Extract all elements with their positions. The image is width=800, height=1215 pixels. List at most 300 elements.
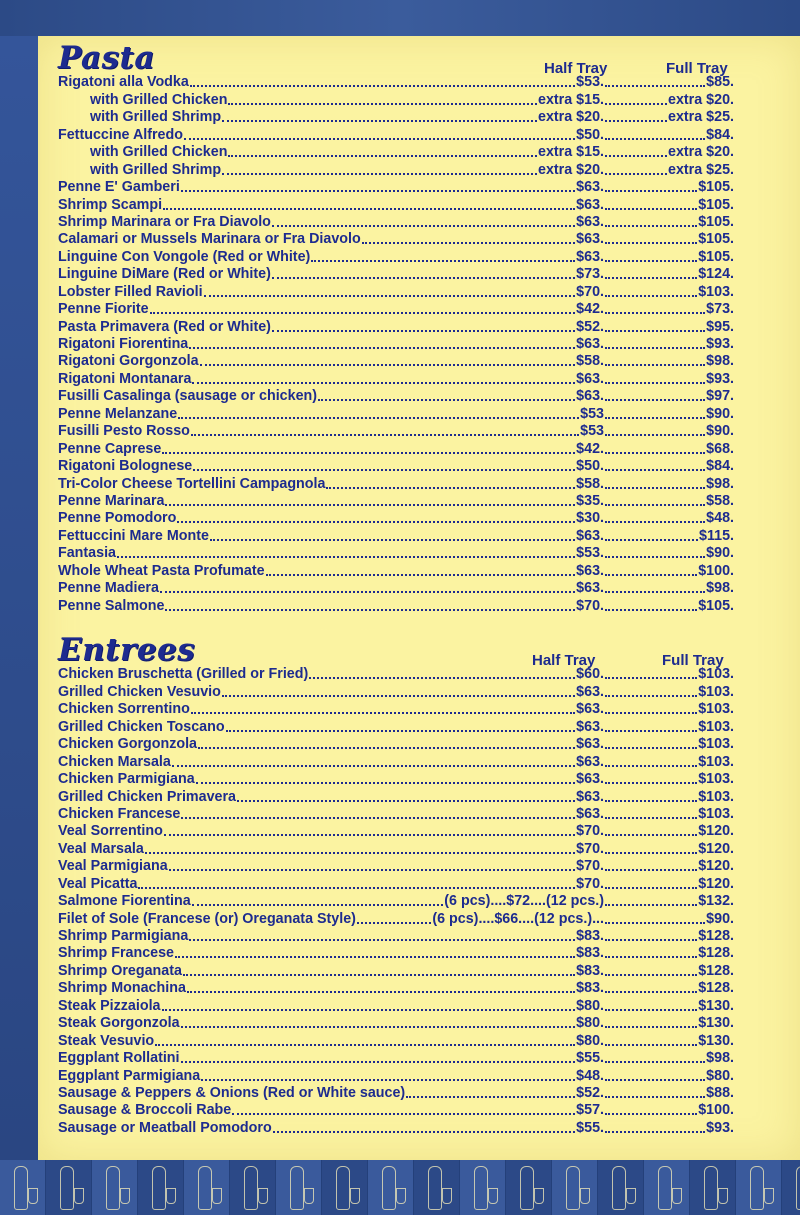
full-tray-price: extra $20. xyxy=(668,144,734,161)
dot-leader xyxy=(605,848,697,854)
half-tray-price: $63. xyxy=(576,683,604,700)
half-tray-price: $50. xyxy=(576,126,604,143)
full-tray-price: extra $20. xyxy=(668,91,734,108)
dot-leader xyxy=(605,256,697,262)
half-tray-price: $63. xyxy=(576,388,604,405)
dot-leader xyxy=(272,221,575,227)
dot-leader xyxy=(605,99,667,105)
full-tray-price: extra $25. xyxy=(668,109,734,126)
wine-glass-icon xyxy=(212,1188,222,1204)
menu-item-name: Penne Pomodoro xyxy=(58,510,177,527)
menu-item-row xyxy=(58,126,734,143)
half-tray-price: $58. xyxy=(576,353,604,370)
full-tray-price: $98. xyxy=(706,475,734,492)
dot-leader xyxy=(318,395,575,401)
dot-leader xyxy=(605,761,697,767)
wine-bottle-icon xyxy=(336,1166,350,1210)
decorative-tile xyxy=(782,1160,800,1215)
dot-leader xyxy=(181,186,575,192)
menu-item-name: with Grilled Shrimp xyxy=(90,161,222,178)
full-tray-price: $120. xyxy=(698,840,734,857)
full-tray-price: $90. xyxy=(706,423,734,440)
half-tray-price: $55. xyxy=(576,1119,604,1136)
menu-item-row xyxy=(58,580,734,597)
decorative-tile xyxy=(92,1160,138,1215)
menu-item-name: Grilled Chicken Vesuvio xyxy=(58,683,221,700)
dot-leader xyxy=(181,1022,576,1028)
full-tray-price: $132. xyxy=(698,893,734,910)
full-tray-price: $84. xyxy=(706,126,734,143)
menu-item-name: Steak Vesuvio xyxy=(58,1032,155,1049)
half-tray-price: $52. xyxy=(576,1084,604,1101)
menu-item-name: Fantasia xyxy=(58,545,117,562)
dot-leader xyxy=(228,99,537,105)
wine-bottle-icon xyxy=(152,1166,166,1210)
wine-glass-icon xyxy=(166,1188,176,1204)
wine-glass-icon xyxy=(626,1188,636,1204)
wine-glass-icon xyxy=(258,1188,268,1204)
dot-leader xyxy=(138,883,575,889)
wine-bottle-icon xyxy=(658,1166,672,1210)
pasta-list xyxy=(58,74,734,615)
dot-leader xyxy=(605,116,667,122)
wine-glass-icon xyxy=(764,1188,774,1204)
dot-leader xyxy=(191,430,579,436)
decorative-tile xyxy=(276,1160,322,1215)
menu-item-name: Fettuccini Mare Monte xyxy=(58,527,209,544)
dot-leader xyxy=(183,970,575,976)
dot-leader xyxy=(273,1127,575,1133)
menu-item-row xyxy=(58,458,734,475)
dot-leader xyxy=(605,483,705,489)
menu-item-name: Shrimp Marinara or Fra Diavolo xyxy=(58,213,271,230)
menu-item-name: Salmone Fiorentina xyxy=(58,893,191,910)
dot-leader xyxy=(605,1127,705,1133)
dot-leader xyxy=(605,900,697,906)
menu-item-name: Penne Caprese xyxy=(58,440,162,457)
half-tray-price: $80. xyxy=(576,1032,604,1049)
wine-bottle-icon xyxy=(520,1166,534,1210)
dot-leader xyxy=(605,830,697,836)
wine-bottle-icon xyxy=(796,1166,800,1210)
menu-item-name: Fettuccine Alfredo xyxy=(58,126,183,143)
menu-item-row xyxy=(58,266,734,283)
full-tray-price: $115. xyxy=(699,527,734,544)
menu-item-name: Penne Melanzane xyxy=(58,405,178,422)
full-tray-price: $105. xyxy=(698,196,734,213)
menu-item-row xyxy=(58,823,734,840)
half-tray-price: $52. xyxy=(576,318,604,335)
full-tray-price: $98. xyxy=(706,1050,734,1067)
dot-leader xyxy=(162,1005,576,1011)
menu-item-name: with Grilled Chicken xyxy=(90,91,228,108)
menu-item-row xyxy=(58,562,734,579)
dot-leader xyxy=(605,691,697,697)
full-tray-price: $105. xyxy=(698,179,734,196)
dot-leader xyxy=(175,952,575,958)
dot-leader xyxy=(605,395,705,401)
half-tray-price: $30. xyxy=(576,510,604,527)
menu-item-name: Lobster Filled Ravioli xyxy=(58,283,203,300)
decorative-tile xyxy=(644,1160,690,1215)
wine-glass-icon xyxy=(28,1188,38,1204)
full-tray-price: $103. xyxy=(698,683,734,700)
menu-item-name: Chicken Gorgonzola xyxy=(58,736,198,753)
menu-item-name: Sausage or Meatball Pomodoro xyxy=(58,1119,272,1136)
decorative-tile xyxy=(368,1160,414,1215)
menu-item-row xyxy=(58,997,734,1014)
menu-item-name: Penne Madiera xyxy=(58,580,159,597)
dot-leader xyxy=(222,116,537,122)
menu-item-row xyxy=(58,788,734,805)
half-tray-price: $63. xyxy=(576,753,604,770)
dot-leader xyxy=(201,1075,575,1081)
dot-leader xyxy=(605,1075,705,1081)
dot-leader xyxy=(266,570,576,576)
dot-leader xyxy=(165,500,575,506)
wine-bottle-icon xyxy=(750,1166,764,1210)
full-tray-price: $58. xyxy=(706,492,734,509)
decorative-tile xyxy=(138,1160,184,1215)
dot-leader xyxy=(605,1057,705,1063)
entrees-list xyxy=(58,666,734,1137)
full-tray-price: $105. xyxy=(698,597,734,614)
menu-item-row xyxy=(58,771,734,788)
menu-item-name: Rigatoni Montanara xyxy=(58,370,192,387)
menu-item-name: Shrimp Monachina xyxy=(58,980,186,997)
wine-glass-icon xyxy=(718,1188,728,1204)
dot-leader xyxy=(605,1005,697,1011)
menu-item-row xyxy=(58,248,734,265)
half-tray-price: extra $20. xyxy=(538,161,604,178)
dot-leader xyxy=(164,830,575,836)
half-tray-price: $70. xyxy=(576,823,604,840)
menu-item-row xyxy=(58,718,734,735)
half-tray-price: $63. xyxy=(576,736,604,753)
wine-bottle-icon xyxy=(566,1166,580,1210)
menu-item-name: Grilled Chicken Primavera xyxy=(58,788,236,805)
menu-item-name: Chicken Parmigiana xyxy=(58,771,195,788)
wine-bottle-icon xyxy=(290,1166,304,1210)
menu-item-row xyxy=(58,353,734,370)
full-tray-price: $103. xyxy=(698,283,734,300)
menu-item-row xyxy=(58,336,734,353)
dot-leader xyxy=(605,813,697,819)
dot-leader xyxy=(605,918,705,924)
full-tray-price: $103. xyxy=(698,736,734,753)
dot-leader xyxy=(117,552,575,558)
full-tray-price: $120. xyxy=(698,858,734,875)
menu-item-name: Sausage & Broccoli Rabe xyxy=(58,1102,232,1119)
menu-item-row xyxy=(58,318,734,335)
dot-leader xyxy=(177,517,575,523)
wine-glass-icon xyxy=(534,1188,544,1204)
decorative-tile xyxy=(184,1160,230,1215)
full-tray-price: $105. xyxy=(698,231,734,248)
menu-item-row xyxy=(58,928,734,945)
wine-glass-icon xyxy=(442,1188,452,1204)
half-tray-price: $63. xyxy=(576,179,604,196)
full-tray-price: $90. xyxy=(706,910,734,927)
wine-glass-icon xyxy=(350,1188,360,1204)
menu-item-name: Grilled Chicken Toscano xyxy=(58,718,225,735)
menu-item-name: Filet of Sole (Francese (or) Oreganata Style) xyxy=(58,910,356,927)
dot-leader xyxy=(193,465,575,471)
full-tray-price: $130. xyxy=(698,997,734,1014)
dot-leader xyxy=(192,900,444,906)
dot-leader xyxy=(150,308,576,314)
dot-leader xyxy=(605,535,698,541)
decorative-tile xyxy=(736,1160,782,1215)
full-tray-price: $130. xyxy=(698,1015,734,1032)
full-tray-price: $103. xyxy=(698,753,734,770)
menu-item-row xyxy=(58,753,734,770)
dot-leader xyxy=(226,726,576,732)
menu-item-row xyxy=(58,910,734,927)
dot-leader xyxy=(605,169,667,175)
dot-leader xyxy=(311,256,575,262)
dot-leader xyxy=(237,796,575,802)
dot-leader xyxy=(605,1109,697,1115)
dot-leader xyxy=(181,1057,576,1063)
dot-leader xyxy=(357,918,431,924)
full-tray-price: $93. xyxy=(706,1119,734,1136)
dot-leader xyxy=(362,238,575,244)
menu-item-name: Shrimp Francese xyxy=(58,945,175,962)
dot-leader xyxy=(605,743,697,749)
menu-item-row xyxy=(58,196,734,213)
wine-bottle-icon xyxy=(106,1166,120,1210)
half-tray-price: $48. xyxy=(576,1067,604,1084)
menu-item-name: Rigatoni alla Vodka xyxy=(58,74,189,91)
decorative-tile xyxy=(460,1160,506,1215)
menu-item-row xyxy=(58,736,734,753)
full-tray-price: $98. xyxy=(706,580,734,597)
half-tray-price: $73. xyxy=(576,266,604,283)
half-tray-price: $35. xyxy=(576,492,604,509)
full-tray-price: $103. xyxy=(698,771,734,788)
half-tray-price: $80. xyxy=(576,1015,604,1032)
pasta-section xyxy=(58,40,734,615)
menu-item-row xyxy=(58,91,734,108)
dot-leader xyxy=(189,343,575,349)
half-tray-price: $53 xyxy=(580,405,604,422)
full-tray-price: $103. xyxy=(698,805,734,822)
full-tray-price: $98. xyxy=(706,353,734,370)
menu-item-name: with Grilled Shrimp xyxy=(90,109,222,126)
half-tray-price: $53. xyxy=(576,545,604,562)
dot-leader xyxy=(605,673,697,679)
menu-item-row xyxy=(58,1119,734,1136)
dot-leader xyxy=(184,134,575,140)
menu-item-name: Eggplant Rollatini xyxy=(58,1050,180,1067)
full-tray-price: $128. xyxy=(698,928,734,944)
dot-leader xyxy=(605,343,705,349)
menu-item-name: Rigatoni Gorgonzola xyxy=(58,353,199,370)
left-border xyxy=(0,36,38,1160)
menu-item-row xyxy=(58,214,734,231)
menu-item-row xyxy=(58,666,734,683)
menu-item-name: Tri-Color Cheese Tortellini Campagnola xyxy=(58,475,326,492)
dot-leader xyxy=(605,134,705,140)
half-tray-price: $70. xyxy=(576,875,604,892)
menu-item-name: Chicken Francese xyxy=(58,805,181,822)
menu-item-name: Shrimp Oreganata xyxy=(58,962,182,979)
menu-item-name: Fusilli Casalinga (sausage or chicken) xyxy=(58,388,318,405)
full-tray-price: $103. xyxy=(698,701,734,718)
dot-leader xyxy=(172,761,575,767)
dot-leader xyxy=(326,483,575,489)
full-tray-price: $124. xyxy=(698,266,734,283)
menu-item-name: Steak Gorgonzola xyxy=(58,1015,180,1032)
section-title-entrees: Entrees xyxy=(58,632,196,668)
dot-leader xyxy=(605,291,697,297)
half-tray-price: $63. xyxy=(576,231,604,248)
menu-item-row xyxy=(58,527,734,544)
menu-item-name: Linguine DiMare (Red or White) xyxy=(58,266,271,283)
full-tray-price: $68. xyxy=(706,440,734,457)
half-tray-price: (6 pcs)....$66....(12 pcs.)... xyxy=(432,910,604,927)
full-tray-label: Full Tray xyxy=(666,60,728,77)
full-tray-price: $103. xyxy=(698,788,734,805)
top-border xyxy=(0,0,800,36)
half-tray-price: $83. xyxy=(576,928,604,944)
wine-glass-icon xyxy=(304,1188,314,1204)
menu-item-row xyxy=(58,1085,734,1102)
menu-item-name: Veal Picatta xyxy=(58,875,138,892)
menu-item-name: Chicken Sorrentino xyxy=(58,701,190,718)
menu-item-row xyxy=(58,283,734,300)
full-tray-price: $93. xyxy=(706,370,734,387)
dot-leader xyxy=(605,448,705,454)
menu-item-name: Penne E' Gamberi xyxy=(58,179,180,196)
decorative-bottom-band xyxy=(0,1160,800,1215)
wine-bottle-icon xyxy=(14,1166,28,1210)
dot-leader xyxy=(605,500,705,506)
dot-leader xyxy=(232,1109,575,1115)
pasta-header xyxy=(58,40,734,77)
entrees-section xyxy=(58,632,734,1137)
dot-leader xyxy=(605,360,705,366)
dot-leader xyxy=(192,378,575,384)
dot-leader xyxy=(605,238,697,244)
half-tray-price: $63. xyxy=(576,771,604,788)
dot-leader xyxy=(198,743,575,749)
decorative-tile xyxy=(322,1160,368,1215)
dot-leader xyxy=(605,81,705,87)
dot-leader xyxy=(605,935,697,941)
half-tray-price: $63. xyxy=(576,527,604,544)
dot-leader xyxy=(605,186,697,192)
dot-leader xyxy=(204,291,576,297)
full-tray-price: $80. xyxy=(706,1067,734,1084)
full-tray-price: $105. xyxy=(698,213,734,230)
decorative-tile xyxy=(230,1160,276,1215)
full-tray-price: $120. xyxy=(698,875,734,892)
decorative-tile xyxy=(690,1160,736,1215)
half-tray-label: Half Tray xyxy=(544,60,608,77)
entrees-header xyxy=(58,632,734,669)
dot-leader xyxy=(155,1040,575,1046)
half-tray-price: $42. xyxy=(576,440,604,457)
menu-item-row xyxy=(58,301,734,318)
decorative-tile xyxy=(598,1160,644,1215)
menu-item-name: Shrimp Parmigiana xyxy=(58,928,189,944)
dot-leader xyxy=(200,360,576,366)
full-tray-price: $128. xyxy=(698,980,734,997)
dot-leader xyxy=(605,151,667,157)
wine-glass-icon xyxy=(488,1188,498,1204)
half-tray-price: extra $20. xyxy=(538,109,604,126)
full-tray-price: $73. xyxy=(706,301,734,318)
half-tray-price: $70. xyxy=(576,597,604,614)
dot-leader xyxy=(605,570,697,576)
full-tray-price: $85. xyxy=(706,74,734,91)
menu-item-row xyxy=(58,962,734,979)
dot-leader xyxy=(272,326,575,332)
dot-leader xyxy=(605,204,697,210)
dot-leader xyxy=(165,605,575,611)
menu-item-row xyxy=(58,1050,734,1067)
menu-item-name: Veal Parmigiana xyxy=(58,858,168,875)
wine-bottle-icon xyxy=(704,1166,718,1210)
menu-item-name: Veal Sorrentino xyxy=(58,823,163,840)
menu-item-name: Shrimp Scampi xyxy=(58,196,163,213)
dot-leader xyxy=(605,778,697,784)
menu-item-name: Whole Wheat Pasta Profumate xyxy=(58,562,265,579)
dot-leader xyxy=(160,587,575,593)
full-tray-price: $105. xyxy=(698,248,734,265)
menu-item-name: Penne Salmone xyxy=(58,597,165,614)
dot-leader xyxy=(309,673,575,679)
full-tray-price: $97. xyxy=(706,388,734,405)
dot-leader xyxy=(605,552,705,558)
menu-item-row xyxy=(58,875,734,892)
menu-item-row xyxy=(58,945,734,962)
menu-item-row xyxy=(58,806,734,823)
half-tray-price: $63. xyxy=(576,580,604,597)
menu-item-row xyxy=(58,475,734,492)
menu-item-name: Veal Marsala xyxy=(58,840,144,857)
dot-leader xyxy=(187,987,575,993)
half-tray-price: $63. xyxy=(576,562,604,579)
dot-leader xyxy=(163,204,575,210)
dot-leader xyxy=(605,883,697,889)
half-tray-label: Half Tray xyxy=(532,652,596,669)
dot-leader xyxy=(605,865,697,871)
dot-leader xyxy=(605,796,697,802)
menu-item-row xyxy=(58,1032,734,1049)
full-tray-price: $103. xyxy=(698,718,734,735)
menu-item-row xyxy=(58,388,734,405)
menu-item-row xyxy=(58,161,734,178)
wine-glass-icon xyxy=(120,1188,130,1204)
full-tray-price: $100. xyxy=(698,562,734,579)
decorative-tile xyxy=(552,1160,598,1215)
wine-bottle-icon xyxy=(612,1166,626,1210)
half-tray-price: $57. xyxy=(576,1102,604,1119)
section-title-pasta: Pasta xyxy=(58,40,155,76)
dot-leader xyxy=(181,813,575,819)
half-tray-price: $70. xyxy=(576,858,604,875)
dot-leader xyxy=(272,273,575,279)
half-tray-price: $58. xyxy=(576,475,604,492)
half-tray-price: $83. xyxy=(576,962,604,979)
menu-item-row xyxy=(58,510,734,527)
wine-bottle-icon xyxy=(244,1166,258,1210)
full-tray-price: $120. xyxy=(698,823,734,840)
menu-item-name: Sausage & Peppers & Onions (Red or White sauce) xyxy=(58,1084,406,1101)
